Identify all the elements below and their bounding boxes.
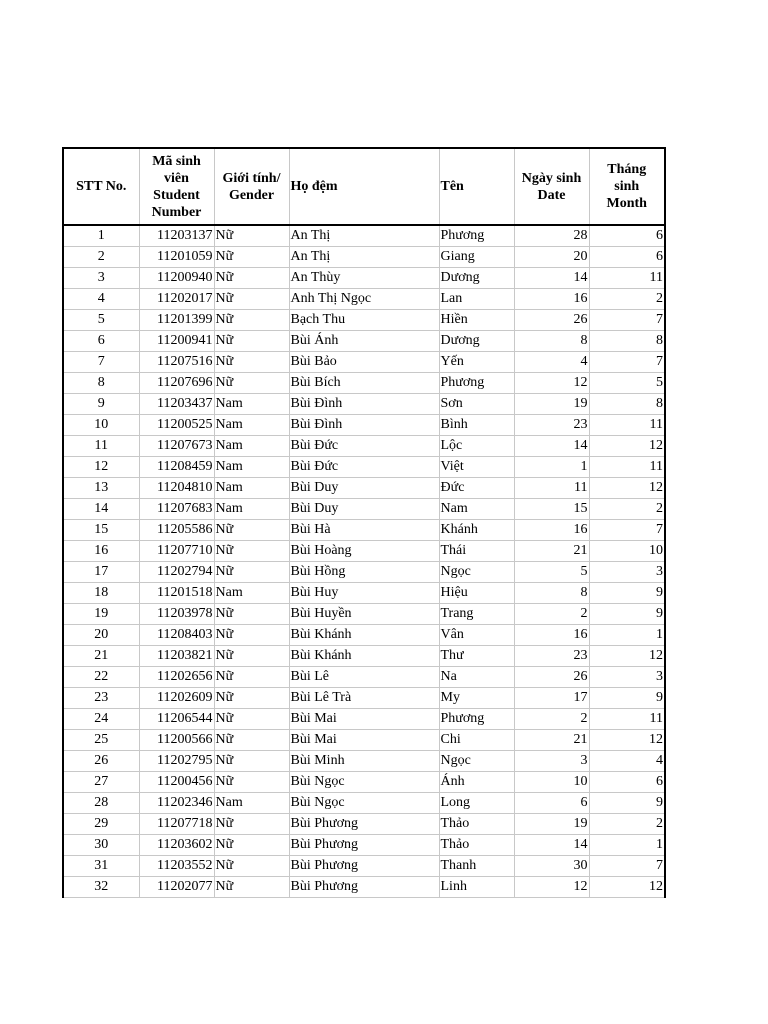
cell-given-name: Vân <box>439 625 514 646</box>
header-surname: Họ đệm <box>289 148 439 225</box>
cell-birth-date: 15 <box>514 499 589 520</box>
header-given-name: Tên <box>439 148 514 225</box>
cell-birth-month: 6 <box>589 247 665 268</box>
cell-birth-date: 12 <box>514 877 589 898</box>
cell-surname: Bùi Hà <box>289 520 439 541</box>
cell-student-number: 11200941 <box>139 331 214 352</box>
cell-birth-date: 26 <box>514 667 589 688</box>
cell-given-name: Việt <box>439 457 514 478</box>
cell-surname: Bùi Bích <box>289 373 439 394</box>
cell-gender: Nam <box>214 394 289 415</box>
cell-gender: Nữ <box>214 856 289 877</box>
cell-surname: Bùi Duy <box>289 478 439 499</box>
header-student-number <box>139 148 214 225</box>
table-row <box>63 667 665 688</box>
cell-stt: 12 <box>63 457 139 478</box>
cell-birth-date: 4 <box>514 352 589 373</box>
cell-given-name: Trang <box>439 604 514 625</box>
cell-gender: Nữ <box>214 225 289 247</box>
cell-birth-date: 3 <box>514 751 589 772</box>
cell-stt: 16 <box>63 541 139 562</box>
cell-given-name: Thảo <box>439 814 514 835</box>
cell-student-number: 11204810 <box>139 478 214 499</box>
cell-student-number: 11200940 <box>139 268 214 289</box>
cell-birth-date: 17 <box>514 688 589 709</box>
cell-stt: 32 <box>63 877 139 898</box>
cell-birth-date: 14 <box>514 268 589 289</box>
cell-birth-month: 11 <box>589 457 665 478</box>
cell-given-name: Hiệu <box>439 583 514 604</box>
header-birth-month <box>589 148 665 225</box>
cell-gender: Nữ <box>214 352 289 373</box>
table-row <box>63 436 665 457</box>
cell-student-number: 11202794 <box>139 562 214 583</box>
cell-surname: Bùi Mai <box>289 709 439 730</box>
cell-birth-month: 7 <box>589 520 665 541</box>
cell-birth-month: 9 <box>589 583 665 604</box>
cell-birth-month: 6 <box>589 772 665 793</box>
cell-birth-month: 9 <box>589 604 665 625</box>
cell-stt: 22 <box>63 667 139 688</box>
cell-surname: Bùi Ngọc <box>289 793 439 814</box>
cell-birth-month: 5 <box>589 373 665 394</box>
table-row <box>63 856 665 877</box>
cell-gender: Nam <box>214 478 289 499</box>
cell-surname: Bùi Khánh <box>289 646 439 667</box>
table-row <box>63 541 665 562</box>
table-row <box>63 499 665 520</box>
cell-surname: Bùi Ánh <box>289 331 439 352</box>
cell-student-number: 11203978 <box>139 604 214 625</box>
cell-student-number: 11207718 <box>139 814 214 835</box>
header-row <box>63 148 665 225</box>
cell-birth-date: 11 <box>514 478 589 499</box>
table-row <box>63 625 665 646</box>
cell-birth-date: 16 <box>514 520 589 541</box>
cell-stt: 8 <box>63 373 139 394</box>
cell-given-name: Nam <box>439 499 514 520</box>
header-birth-month-line: sinh <box>614 179 640 194</box>
table-row <box>63 877 665 898</box>
cell-surname: Bùi Ngọc <box>289 772 439 793</box>
cell-given-name: Phương <box>439 225 514 247</box>
cell-stt: 18 <box>63 583 139 604</box>
cell-surname: Bùi Duy <box>289 499 439 520</box>
header-gender-line: Giới tính/ <box>222 170 281 186</box>
table-row <box>63 583 665 604</box>
cell-student-number: 11202656 <box>139 667 214 688</box>
cell-surname: An Thị <box>289 247 439 268</box>
cell-student-number: 11207696 <box>139 373 214 394</box>
cell-stt: 19 <box>63 604 139 625</box>
cell-gender: Nữ <box>214 877 289 898</box>
cell-birth-date: 8 <box>514 331 589 352</box>
cell-gender: Nữ <box>214 562 289 583</box>
cell-student-number: 11203821 <box>139 646 214 667</box>
cell-stt: 10 <box>63 415 139 436</box>
header-birth-date <box>514 148 589 225</box>
cell-birth-date: 23 <box>514 415 589 436</box>
cell-gender: Nữ <box>214 520 289 541</box>
header-student-number-line: Mã sinh <box>152 153 201 169</box>
cell-student-number: 11202795 <box>139 751 214 772</box>
cell-birth-date: 16 <box>514 289 589 310</box>
table-row <box>63 415 665 436</box>
cell-student-number: 11200566 <box>139 730 214 751</box>
cell-birth-month: 12 <box>589 730 665 751</box>
cell-stt: 27 <box>63 772 139 793</box>
table-row <box>63 730 665 751</box>
cell-birth-month: 3 <box>589 562 665 583</box>
cell-stt: 1 <box>63 225 139 247</box>
cell-student-number: 11202346 <box>139 793 214 814</box>
cell-birth-month: 3 <box>589 667 665 688</box>
cell-given-name: Yến <box>439 352 514 373</box>
cell-student-number: 11201518 <box>139 583 214 604</box>
cell-stt: 28 <box>63 793 139 814</box>
cell-student-number: 11201399 <box>139 310 214 331</box>
cell-stt: 26 <box>63 751 139 772</box>
cell-birth-month: 11 <box>589 415 665 436</box>
cell-birth-date: 19 <box>514 814 589 835</box>
cell-birth-date: 21 <box>514 541 589 562</box>
cell-student-number: 11203602 <box>139 835 214 856</box>
cell-stt: 31 <box>63 856 139 877</box>
cell-surname: Bùi Đức <box>289 457 439 478</box>
cell-gender: Nữ <box>214 310 289 331</box>
cell-surname: Bùi Lê Trà <box>289 688 439 709</box>
cell-surname: Bùi Phương <box>289 814 439 835</box>
cell-birth-month: 2 <box>589 814 665 835</box>
cell-stt: 30 <box>63 835 139 856</box>
cell-gender: Nữ <box>214 625 289 646</box>
cell-gender: Nữ <box>214 331 289 352</box>
cell-stt: 5 <box>63 310 139 331</box>
cell-birth-date: 10 <box>514 772 589 793</box>
cell-gender: Nữ <box>214 814 289 835</box>
header-birth-date-line: Ngày sinh <box>521 170 582 186</box>
cell-student-number: 11202077 <box>139 877 214 898</box>
cell-given-name: Ánh <box>439 772 514 793</box>
cell-birth-date: 20 <box>514 247 589 268</box>
cell-surname: Bùi Đình <box>289 415 439 436</box>
cell-stt: 11 <box>63 436 139 457</box>
cell-given-name: Chi <box>439 730 514 751</box>
cell-birth-date: 1 <box>514 457 589 478</box>
table-row <box>63 247 665 268</box>
cell-birth-date: 8 <box>514 583 589 604</box>
cell-student-number: 11207673 <box>139 436 214 457</box>
cell-birth-month: 8 <box>589 394 665 415</box>
cell-given-name: Hiền <box>439 310 514 331</box>
cell-birth-month: 12 <box>589 646 665 667</box>
cell-gender: Nam <box>214 415 289 436</box>
cell-gender: Nữ <box>214 709 289 730</box>
cell-given-name: Sơn <box>439 394 514 415</box>
cell-birth-date: 21 <box>514 730 589 751</box>
header-stt: STT No. <box>63 148 139 225</box>
cell-gender: Nữ <box>214 772 289 793</box>
cell-stt: 14 <box>63 499 139 520</box>
cell-birth-date: 14 <box>514 436 589 457</box>
header-student-number-line: viên <box>164 170 189 186</box>
cell-given-name: Thái <box>439 541 514 562</box>
table-row <box>63 373 665 394</box>
cell-birth-month: 11 <box>589 709 665 730</box>
cell-birth-month: 2 <box>589 499 665 520</box>
table-row <box>63 457 665 478</box>
cell-student-number: 11200525 <box>139 415 214 436</box>
header-birth-month-line: Tháng <box>607 162 647 177</box>
cell-student-number: 11201059 <box>139 247 214 268</box>
cell-gender: Nữ <box>214 688 289 709</box>
table-row <box>63 709 665 730</box>
cell-gender: Nữ <box>214 751 289 772</box>
cell-birth-month: 9 <box>589 793 665 814</box>
cell-stt: 6 <box>63 331 139 352</box>
cell-stt: 25 <box>63 730 139 751</box>
cell-birth-month: 2 <box>589 289 665 310</box>
cell-birth-month: 11 <box>589 268 665 289</box>
cell-stt: 3 <box>63 268 139 289</box>
table-row <box>63 604 665 625</box>
cell-stt: 29 <box>63 814 139 835</box>
cell-stt: 7 <box>63 352 139 373</box>
cell-birth-month: 7 <box>589 310 665 331</box>
cell-gender: Nữ <box>214 667 289 688</box>
cell-student-number: 11208459 <box>139 457 214 478</box>
cell-student-number: 11205586 <box>139 520 214 541</box>
cell-birth-date: 30 <box>514 856 589 877</box>
cell-birth-date: 12 <box>514 373 589 394</box>
cell-stt: 20 <box>63 625 139 646</box>
cell-given-name: Khánh <box>439 520 514 541</box>
cell-birth-date: 16 <box>514 625 589 646</box>
cell-birth-month: 9 <box>589 688 665 709</box>
cell-birth-date: 19 <box>514 394 589 415</box>
cell-birth-date: 5 <box>514 562 589 583</box>
cell-gender: Nam <box>214 793 289 814</box>
cell-student-number: 11203552 <box>139 856 214 877</box>
cell-gender: Nữ <box>214 646 289 667</box>
cell-given-name: Bình <box>439 415 514 436</box>
table-row <box>63 225 665 247</box>
table-row <box>63 793 665 814</box>
cell-gender: Nữ <box>214 373 289 394</box>
cell-birth-month: 8 <box>589 331 665 352</box>
cell-surname: Bùi Mai <box>289 730 439 751</box>
cell-given-name: Long <box>439 793 514 814</box>
cell-birth-month: 4 <box>589 751 665 772</box>
cell-birth-date: 14 <box>514 835 589 856</box>
cell-gender: Nam <box>214 457 289 478</box>
cell-stt: 4 <box>63 289 139 310</box>
cell-birth-month: 12 <box>589 877 665 898</box>
cell-student-number: 11202609 <box>139 688 214 709</box>
header-student-number-line: Student <box>153 187 200 203</box>
cell-stt: 13 <box>63 478 139 499</box>
table-row <box>63 814 665 835</box>
cell-surname: Bùi Phương <box>289 877 439 898</box>
header-gender-line: Gender <box>228 187 275 203</box>
cell-birth-month: 10 <box>589 541 665 562</box>
cell-surname: Bùi Minh <box>289 751 439 772</box>
table-row <box>63 394 665 415</box>
table-row <box>63 835 665 856</box>
cell-gender: Nữ <box>214 247 289 268</box>
cell-given-name: Thanh <box>439 856 514 877</box>
cell-birth-month: 1 <box>589 835 665 856</box>
cell-surname: Bạch Thu <box>289 310 439 331</box>
cell-gender: Nữ <box>214 289 289 310</box>
table-row <box>63 310 665 331</box>
cell-surname: Bùi Đình <box>289 394 439 415</box>
table-row <box>63 289 665 310</box>
cell-gender: Nữ <box>214 730 289 751</box>
cell-birth-month: 7 <box>589 856 665 877</box>
cell-given-name: Giang <box>439 247 514 268</box>
cell-surname: Bùi Đức <box>289 436 439 457</box>
cell-birth-month: 1 <box>589 625 665 646</box>
cell-given-name: Dương <box>439 331 514 352</box>
cell-birth-date: 28 <box>514 225 589 247</box>
cell-gender: Nữ <box>214 268 289 289</box>
cell-gender: Nam <box>214 499 289 520</box>
table-row <box>63 478 665 499</box>
cell-birth-month: 7 <box>589 352 665 373</box>
cell-birth-date: 2 <box>514 604 589 625</box>
cell-student-number: 11200456 <box>139 772 214 793</box>
header-birth-date-line: Date <box>537 187 566 203</box>
cell-stt: 21 <box>63 646 139 667</box>
cell-birth-month: 6 <box>589 225 665 247</box>
cell-student-number: 11202017 <box>139 289 214 310</box>
cell-gender: Nữ <box>214 835 289 856</box>
cell-birth-date: 2 <box>514 709 589 730</box>
table-row <box>63 331 665 352</box>
student-table <box>62 147 666 898</box>
cell-surname: Bùi Hồng <box>289 562 439 583</box>
cell-stt: 23 <box>63 688 139 709</box>
cell-surname: An Thùy <box>289 268 439 289</box>
cell-given-name: Linh <box>439 877 514 898</box>
cell-given-name: Dương <box>439 268 514 289</box>
cell-surname: Bùi Phương <box>289 835 439 856</box>
cell-surname: Bùi Khánh <box>289 625 439 646</box>
table-body <box>63 225 665 898</box>
table-row <box>63 688 665 709</box>
table-row <box>63 562 665 583</box>
cell-surname: Bùi Lê <box>289 667 439 688</box>
cell-birth-month: 12 <box>589 478 665 499</box>
header-gender <box>214 148 289 225</box>
cell-given-name: Phương <box>439 709 514 730</box>
table-row <box>63 646 665 667</box>
cell-given-name: Đức <box>439 478 514 499</box>
cell-given-name: Lan <box>439 289 514 310</box>
table-row <box>63 352 665 373</box>
cell-student-number: 11206544 <box>139 709 214 730</box>
table-row <box>63 751 665 772</box>
cell-surname: Bùi Huyền <box>289 604 439 625</box>
cell-surname: An Thị <box>289 225 439 247</box>
cell-student-number: 11207516 <box>139 352 214 373</box>
cell-given-name: Thư <box>439 646 514 667</box>
cell-birth-date: 6 <box>514 793 589 814</box>
cell-birth-date: 23 <box>514 646 589 667</box>
header-student-number-line: Number <box>151 204 202 220</box>
cell-student-number: 11207683 <box>139 499 214 520</box>
cell-given-name: Thảo <box>439 835 514 856</box>
cell-student-number: 11207710 <box>139 541 214 562</box>
cell-student-number: 11203137 <box>139 225 214 247</box>
cell-birth-date: 26 <box>514 310 589 331</box>
cell-given-name: My <box>439 688 514 709</box>
cell-surname: Bùi Bảo <box>289 352 439 373</box>
cell-given-name: Phương <box>439 373 514 394</box>
cell-surname: Bùi Huy <box>289 583 439 604</box>
cell-birth-month: 12 <box>589 436 665 457</box>
cell-stt: 15 <box>63 520 139 541</box>
cell-surname: Bùi Phương <box>289 856 439 877</box>
cell-given-name: Ngọc <box>439 562 514 583</box>
cell-surname: Anh Thị Ngọc <box>289 289 439 310</box>
table-row <box>63 772 665 793</box>
cell-gender: Nữ <box>214 604 289 625</box>
cell-student-number: 11208403 <box>139 625 214 646</box>
cell-stt: 24 <box>63 709 139 730</box>
cell-stt: 2 <box>63 247 139 268</box>
cell-given-name: Lộc <box>439 436 514 457</box>
header-birth-month-line: Month <box>606 196 647 211</box>
cell-gender: Nam <box>214 436 289 457</box>
cell-stt: 17 <box>63 562 139 583</box>
cell-student-number: 11203437 <box>139 394 214 415</box>
table-row <box>63 520 665 541</box>
cell-given-name: Na <box>439 667 514 688</box>
cell-gender: Nam <box>214 583 289 604</box>
cell-stt: 9 <box>63 394 139 415</box>
cell-given-name: Ngọc <box>439 751 514 772</box>
cell-surname: Bùi Hoàng <box>289 541 439 562</box>
table-row <box>63 268 665 289</box>
cell-gender: Nữ <box>214 541 289 562</box>
